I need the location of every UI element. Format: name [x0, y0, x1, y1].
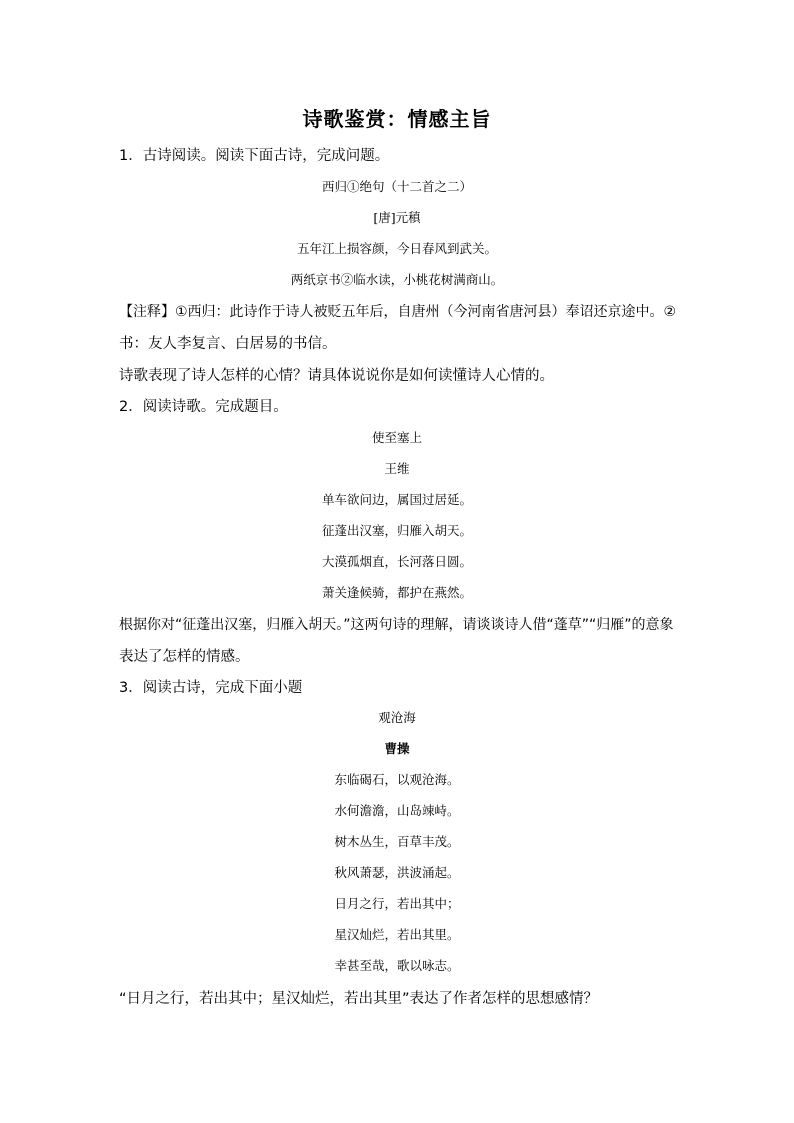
page-title: 诗歌鉴赏：情感主旨 [302, 107, 492, 131]
q2-poem-line: 大漠孤烟直，长河落日圆。 [321, 554, 472, 569]
q3-poem-title: 观沧海 [378, 710, 416, 725]
q2-question-line-1: 根据你对“征蓬出汉塞，归雁入胡天。”这两句诗的理解，请谈谈诗人借“蓬草”“归雁”的意象 [119, 617, 674, 633]
q2-poem-title: 使至塞上 [371, 430, 422, 445]
q3-heading: 3．阅读古诗，完成下面小题 [119, 680, 303, 696]
q3-poem-line: 树木丛生，百草丰茂。 [334, 834, 460, 849]
q1-poem-line: 两纸京书②临水读，小桃花树满商山。 [290, 272, 504, 287]
q2-poem-line: 萧关逢候骑，都护在燕然。 [321, 585, 472, 600]
q1-note-line-1: 【注释】①西归：此诗作于诗人被贬五年后，自唐州（今河南省唐河县）奉诏还京途中。② [119, 304, 677, 320]
q3-poem-line: 东临碣石，以观沧海。 [334, 772, 460, 787]
q3-poem-line: 星汉灿烂，若出其里。 [334, 927, 460, 942]
q1-heading: 1．古诗阅读。阅读下面古诗，完成问题。 [119, 148, 390, 164]
q1-poem-author: [唐]元稹 [373, 210, 421, 225]
q2-heading: 2．阅读诗歌。完成题目。 [119, 399, 288, 415]
q3-question: “日月之行，若出其中；星汉灿烂，若出其里”表达了作者怎样的思想感情？ [119, 991, 599, 1007]
q2-poem-line: 征蓬出汉塞，归雁入胡天。 [321, 523, 472, 538]
q1-poem-title: 西归①绝句（十二首之二） [321, 179, 472, 194]
q1-poem-line: 五年江上损容颜，今日春风到武关。 [296, 241, 497, 256]
q2-poem-line: 单车欲问边，属国过居延。 [321, 492, 472, 507]
q3-poem-line: 幸甚至哉，歌以咏志。 [334, 958, 460, 973]
q2-question-line-2: 表达了怎样的情感。 [119, 649, 250, 665]
q3-poem-line: 秋风萧瑟，洪波涌起。 [334, 865, 460, 880]
q1-question: 诗歌表现了诗人怎样的心情？请具体说说你是如何读懂诗人心情的。 [119, 368, 554, 384]
q3-poem-line: 水何澹澹，山岛竦峙。 [334, 803, 460, 818]
q3-poem-line: 日月之行，若出其中； [334, 896, 460, 911]
q1-note-line-2: 书：友人李复言、白居易的书信。 [119, 336, 337, 352]
q2-poem-author: 王维 [384, 461, 410, 476]
q3-poem-author: 曹操 [384, 741, 410, 756]
